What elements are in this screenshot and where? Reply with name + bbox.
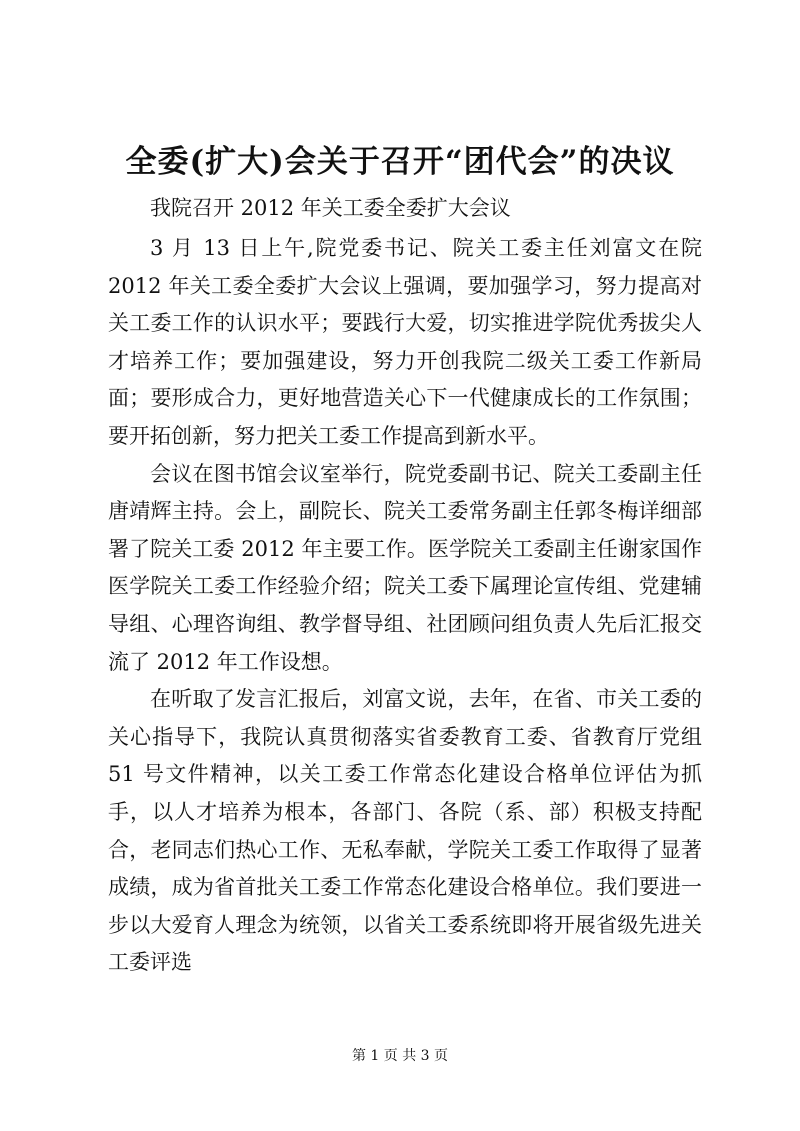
document-body (108, 230, 702, 982)
page-footer: 第 1 页 共 3 页 (351, 1048, 449, 1064)
paragraph-3: 在听取了发言汇报后，刘富文说，去年，在省、市关工委的关心指导下，我院认真贯彻落实省委教育工委、省教育厅党组 51 号文件精神，以关工委工作常态化建设合格单位评估为抓手，以人才培养为根本，各部门、各院（系、部）积极支持配合，老同志们热心工作、无私奉献，学院关工委工作取得了显著成绩，成为省首批关工委工作常态化建设合格单位。我们要进一步以大爱育人理念为统领，以省关工委系统即将开展省级先进关工委评选 (108, 687, 702, 975)
paragraph-1: 3 月 13 日上午,院党委书记、院关工委主任刘富文在院 2012 年关工委全委扩大会议上强调，要加强学习，努力提高对关工委工作的认识水平；要践行大爱，切实推进学院优秀拔尖人才培养工作；要加强建设，努力开创我院二级关工委工作新局面；要形成合力，更好地营造关心下一代健康成长的工作氛围；要开拓创新，努力把关工委工作提高到新水平。 (108, 236, 702, 448)
paragraph-2: 会议在图书馆会议室举行，院党委副书记、院关工委副主任唐靖辉主持。会上，副院长、院关工委常务副主任郭冬梅详细部署了院关工委 2012 年主要工作。医学院关工委副主任谢家国作医学院关工委工作经验介绍；院关工委下属理论宣传组、党建辅导组、心理咨询组、教学督导组、社团顾问组负责人先后汇报交流了 2012 年工作设想。 (108, 461, 702, 674)
document-subtitle: 我院召开 2012 年关工委全委扩大会议 (150, 196, 511, 220)
document-title: 全委(扩大)会关于召开“团代会”的决议 (125, 144, 675, 180)
